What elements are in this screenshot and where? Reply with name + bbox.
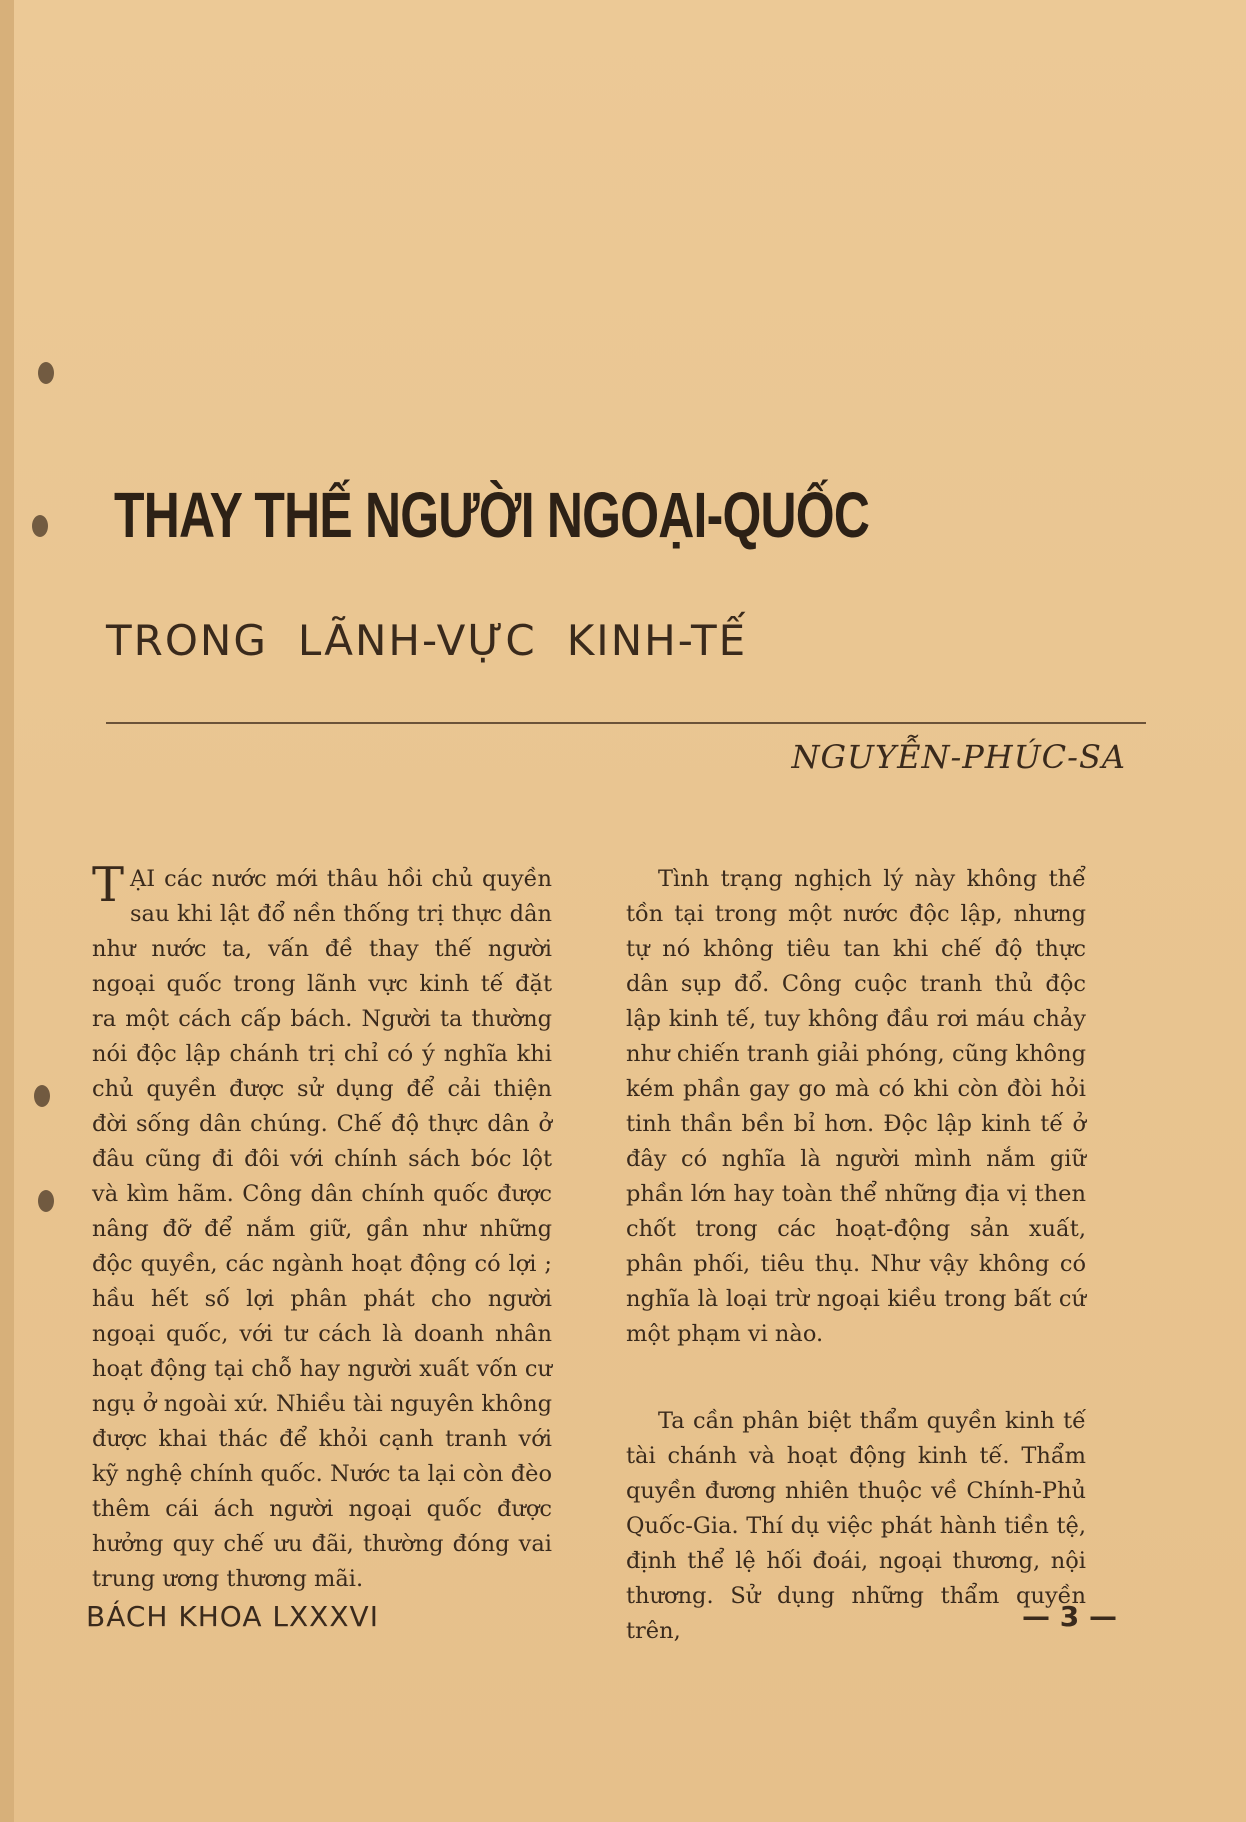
subtitle-word-3: KINH-TẾ (566, 616, 748, 665)
article-title: THAY THẾ NGƯỜI NGOẠI-QUỐC (114, 479, 870, 551)
publication-name: BÁCH KHOA LXXXVI (86, 1600, 379, 1633)
article-subtitle (106, 616, 747, 665)
page-number: — 3 — (1022, 1600, 1117, 1633)
subtitle-word-1: TRONG (106, 616, 268, 665)
left-column-paragraph (92, 857, 552, 1597)
right-column-paragraph-1: Tình trạng nghịch lý này không thể tồn tại trong một nước độc lập, nhưng tự nó không tiêu tan khi chế độ thực dân sụp đổ. Công cuộc tranh thủ độc lập kinh tế, tuy không đầu rơi máu chảy như chiến tranh giải phóng, cũng không kém phần gay go mà có khi còn đòi hỏi tinh thần bền bỉ hơn. Độc lập kinh tế ở đây có nghĩa là người mình nắm giữ phần lớn hay toàn thể những địa vị then chốt trong các hoạt-động sản xuất, phân phối, tiêu thụ. Như vậy không có nghĩa là loại trừ ngoại kiều trong bất cứ một phạm vi nào. (626, 866, 1086, 1347)
right-column (626, 862, 1086, 1649)
drop-cap: T (92, 857, 125, 913)
subtitle-word-2: LÃNH-VỰC (297, 616, 537, 665)
binding-hole-4 (38, 1190, 54, 1212)
left-column-text: ẠI các nước mới thâu hồi chủ quyền sau khi lật đổ nền thống trị thực dân như nước ta, vấn đề thay thế người ngoại quốc trong lãnh vực kinh tế đặt ra một cách cấp bách. Người ta thường nói độc lập chánh trị chỉ có ý nghĩa khi chủ quyền được sử dụng để cải thiện đời sống dân chúng. Chế độ thực dân ở đâu cũng đi đôi với chính sách bóc lột và kìm hãm. Công dân chính quốc được nâng đỡ để nắm giữ, gần như những độc quyền, các ngành hoạt động có lợi ; hầu hết số lợi phân phát cho người ngoại quốc, với tư cách là doanh nhân hoạt động tại chỗ hay người xuất vốn cư ngụ ở ngoài xứ. Nhiều tài nguyên không được khai thác để khỏi cạnh tranh với kỹ nghệ chính quốc. Nước ta lại còn đèo thêm cái ách người ngoại quốc được hưởng quy chế ưu đãi, thường đóng vai trung ương thương mãi. (92, 866, 552, 1592)
title-divider (106, 722, 1146, 724)
binding-hole-2 (32, 515, 48, 537)
binding-hole-3 (34, 1085, 50, 1107)
author-byline: NGUYỄN-PHÚC-SA (791, 738, 1126, 776)
binding-hole-1 (38, 362, 54, 384)
left-column (92, 857, 552, 1597)
right-column-paragraph-2: Ta cần phân biệt thẩm quyền kinh tế tài chánh và hoạt động kinh tế. Thẩm quyền đương nhiên thuộc về Chính-Phủ Quốc-Gia. Thí dụ việc phát hành tiền tệ, định thể lệ hối đoái, ngoại thương, nội thương. Sử dụng những thẩm quyền trên, (626, 1408, 1086, 1644)
